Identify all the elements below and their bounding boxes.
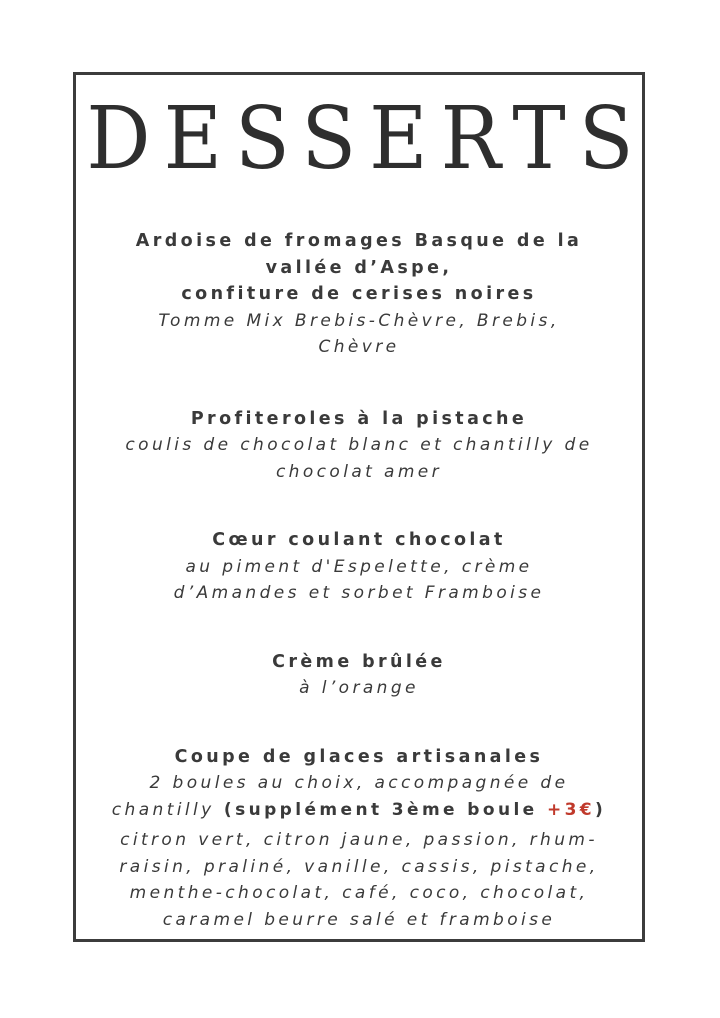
flavor-list — [76, 827, 642, 933]
dessert-description-line: Chèvre — [318, 337, 400, 357]
dessert-description-line: chocolat amer — [275, 461, 443, 482]
supplement-price: +3€ — [546, 799, 596, 820]
dessert-description-line: coulis de chocolat blanc et chantilly de — [125, 435, 593, 455]
chantilly-text: chantilly — [111, 799, 215, 820]
dessert-name: Coupe de glaces artisanales — [174, 746, 544, 767]
flavor-line: raisin, praliné, vanille, cassis, pistache, — [119, 856, 599, 877]
supplement-close: ) — [595, 799, 607, 820]
dessert-item-cheese-board — [76, 228, 642, 361]
page-title: DESSERTS — [86, 89, 647, 189]
dessert-item-coeur-coulant — [76, 527, 642, 607]
dessert-name-line: vallée d’Aspe, — [265, 257, 453, 278]
dessert-item-creme-brulee — [76, 649, 642, 702]
flavor-line: citron vert, citron jaune, passion, rhum- — [120, 830, 598, 850]
dessert-description-line: d’Amandes et sorbet Framboise — [173, 583, 545, 603]
dessert-list — [76, 228, 642, 933]
dessert-item-profiteroles — [76, 406, 642, 486]
dessert-name-line: Ardoise de fromages Basque de la — [135, 231, 583, 251]
flavor-line: menthe-chocolat, café, coco, chocolat, — [129, 883, 589, 903]
flavor-line: caramel beurre salé et framboise — [162, 909, 556, 930]
dessert-description-line: à l’orange — [299, 678, 419, 698]
dessert-name: Crème brûlée — [272, 651, 446, 672]
dessert-description-line: 2 boules au choix, accompagnée de — [149, 773, 569, 793]
dessert-item-ice-cream — [76, 744, 642, 934]
dessert-description-line — [76, 797, 642, 824]
dessert-name: Cœur coulant chocolat — [212, 530, 506, 550]
supplement-text: (supplément 3ème boule — [214, 799, 547, 820]
dessert-name-line: confiture de cerises noires — [181, 284, 537, 304]
dessert-description-line: Tomme Mix Brebis-Chèvre, Brebis, — [158, 310, 560, 331]
dessert-description-line: au piment d'Espelette, crème — [185, 556, 533, 577]
dessert-name: Profiteroles à la pistache — [190, 408, 528, 429]
